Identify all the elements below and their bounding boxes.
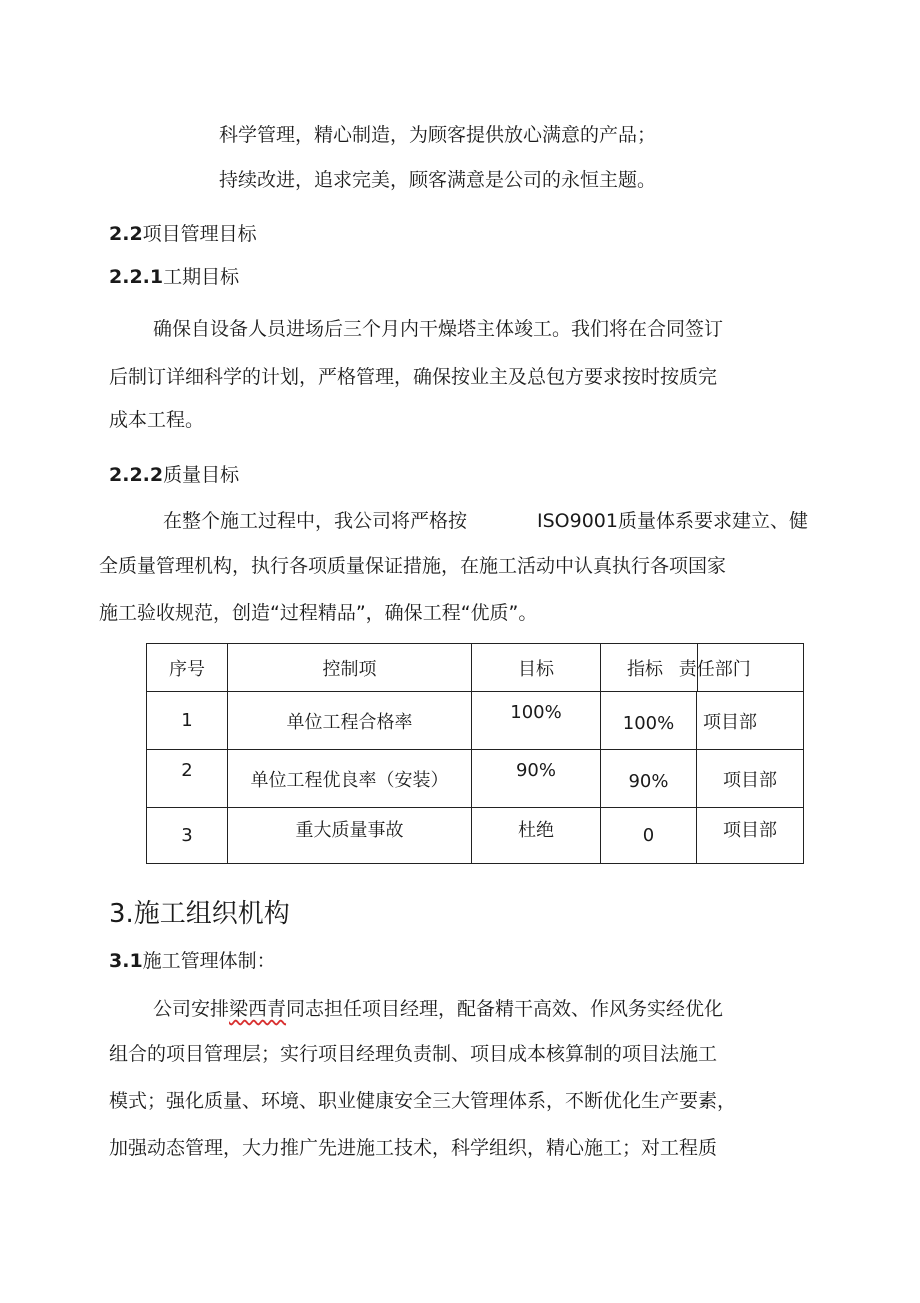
table-row xyxy=(147,692,804,750)
heading-number: 2.2.2 xyxy=(109,464,164,486)
quality-target-table xyxy=(146,643,804,864)
heading-number: 3.1 xyxy=(109,950,143,972)
project-manager-name: 梁西青 xyxy=(229,998,287,1020)
quality-para-line-3: 施工验收规范，创造“过程精品”，确保工程“优质”。 xyxy=(99,602,538,624)
org-para-line-1 xyxy=(153,1000,723,1019)
table-row xyxy=(147,808,804,864)
heading-2-2-2 xyxy=(109,466,239,485)
org-para-text: 同志担任项目经理，配备精干高效、作风务实经优化 xyxy=(286,998,724,1020)
cell-no: 3 xyxy=(147,808,228,864)
header-no: 序号 xyxy=(147,644,228,692)
cell-item: 单位工程优良率（安装） xyxy=(228,750,472,808)
schedule-para-line-3: 成本工程。 xyxy=(109,409,205,431)
cell-no: 1 xyxy=(147,692,228,750)
org-para-text: 公司安排 xyxy=(153,998,230,1020)
heading-3: 3.施工组织机构 xyxy=(109,899,290,929)
header-target: 目标 xyxy=(472,644,601,692)
cell-dept: 项目部 xyxy=(697,692,804,750)
cell-indicator: 100% xyxy=(601,692,697,750)
heading-title: 质量目标 xyxy=(163,464,240,486)
schedule-para-line-1: 确保自设备人员进场后三个月内干燥塔主体竣工。我们将在合同签订 xyxy=(153,318,724,340)
cell-dept: 项目部 xyxy=(697,750,804,808)
cell-indicator: 90% xyxy=(601,750,697,808)
header-dept: 责任部门 xyxy=(678,658,751,680)
org-para-line-4: 加强动态管理，大力推广先进施工技术，科学组织，精心施工；对工程质 xyxy=(109,1137,718,1159)
heading-number: 2.2.1 xyxy=(109,266,164,288)
intro-line-1: 科学管理，精心制造，为顾客提供放心满意的产品； xyxy=(219,124,657,146)
cell-indicator: 0 xyxy=(601,808,697,864)
cell-target: 100% xyxy=(472,692,601,750)
heading-number: 2.2 xyxy=(109,223,143,245)
header-indicator-dept xyxy=(601,644,804,692)
intro-line-2: 持续改进，追求完美，顾客满意是公司的永恒主题。 xyxy=(219,169,657,191)
table-row xyxy=(147,750,804,808)
cell-target: 杜绝 xyxy=(472,808,601,864)
header-divider xyxy=(697,643,698,692)
table-header-row xyxy=(147,644,804,692)
cell-no: 2 xyxy=(147,750,228,808)
heading-title: 施工管理体制： xyxy=(142,950,276,972)
heading-title: 项目管理目标 xyxy=(142,223,257,245)
heading-2-2 xyxy=(109,225,257,244)
org-para-line-2: 组合的项目管理层；实行项目经理负责制、项目成本核算制的项目法施工 xyxy=(109,1043,718,1065)
heading-2-2-1 xyxy=(109,268,239,287)
heading-title: 工期目标 xyxy=(163,266,240,288)
header-item: 控制项 xyxy=(228,644,472,692)
cell-item: 重大质量事故 xyxy=(228,808,472,864)
quality-para-line-1a: 在整个施工过程中，我公司将严格按 xyxy=(163,510,468,532)
org-para-line-3: 模式；强化质量、环境、职业健康安全三大管理体系，不断优化生产要素， xyxy=(109,1090,737,1112)
schedule-para-line-2: 后制订详细科学的计划，严格管理，确保按业主及总包方要求按时按质完 xyxy=(109,366,718,388)
quality-para-line-1b: ISO9001质量体系要求建立、健 xyxy=(537,510,808,532)
heading-3-1 xyxy=(109,952,276,971)
quality-para-line-2: 全质量管理机构，执行各项质量保证措施，在施工活动中认真执行各项国家 xyxy=(99,555,727,577)
cell-dept: 项目部 xyxy=(697,808,804,864)
header-indicator: 指标 xyxy=(627,658,663,680)
cell-item: 单位工程合格率 xyxy=(228,692,472,750)
cell-target: 90% xyxy=(472,750,601,808)
